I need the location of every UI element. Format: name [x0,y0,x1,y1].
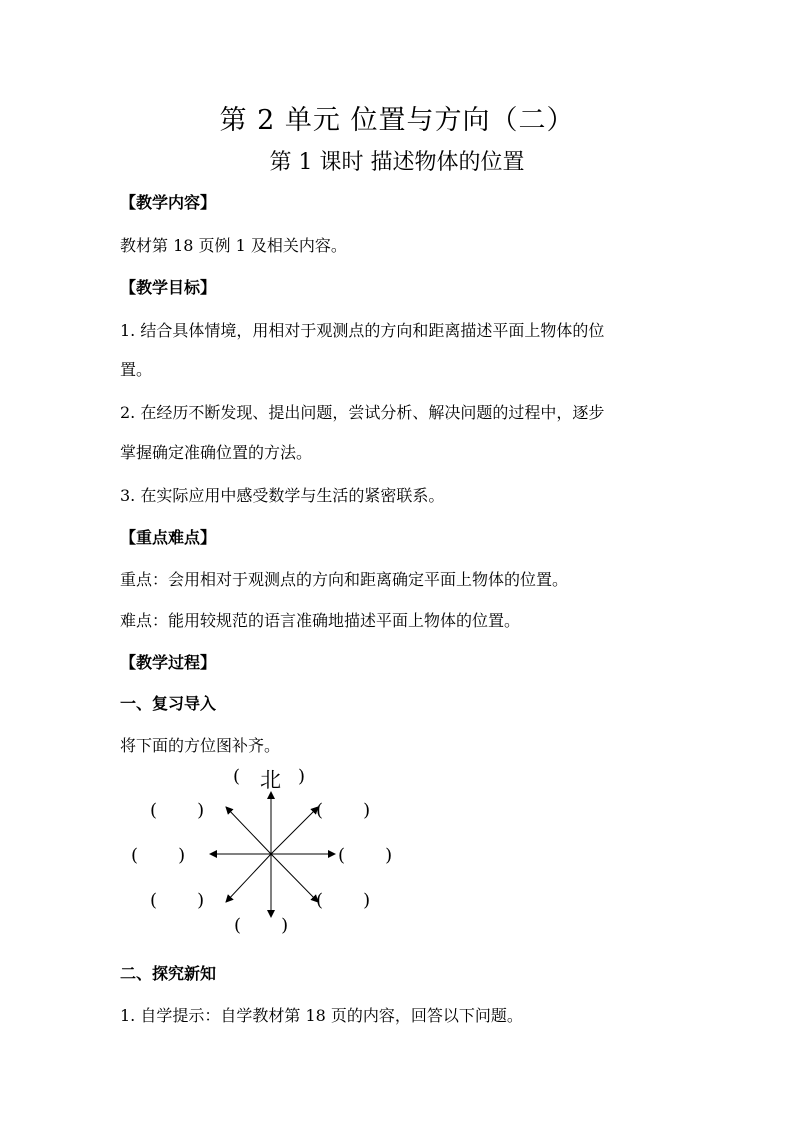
goal1-line1: 1. 结合具体情境，用相对于观测点的方向和距离描述平面上物体的位 [120,321,605,340]
content-heading: 【教学内容】 [120,193,217,212]
northeast-blank: ( ) [316,800,371,821]
lesson-subtitle: 第 1 课时 描述物体的位置 [269,150,525,175]
goals-heading: 【教学目标】 [120,278,217,297]
south-blank: ( ) [234,915,289,936]
arrow-southeast [271,854,318,902]
goal2-line1: 2. 在经历不断发现、提出问题，尝试分析、解决问题的过程中，逐步 [120,403,605,422]
explore-heading: 二、探究新知 [120,964,217,983]
goal3: 3. 在实际应用中感受数学与生活的紧密联系。 [120,486,445,505]
goal1-line2: 置。 [120,360,153,379]
difficult-point: 难点：能用较规范的语言准确地描述平面上物体的位置。 [120,611,521,630]
west-blank: ( ) [131,845,186,866]
goal2-line2: 掌握确定准确位置的方法。 [120,443,313,462]
north-paren-right: ) [298,766,306,787]
east-blank: ( ) [338,845,393,866]
key-heading: 【重点难点】 [120,528,217,547]
content-text: 教材第 18 页例 1 及相关内容。 [120,236,347,255]
compass-diagram [120,762,430,947]
key-point: 重点：会用相对于观测点的方向和距离确定平面上物体的位置。 [120,570,569,589]
southwest-blank: ( ) [150,890,205,911]
southeast-blank: ( ) [316,890,371,911]
arrow-northeast [271,807,318,854]
review-text: 将下面的方位图补齐。 [120,736,281,755]
unit-title: 第 2 单元 位置与方向（二） [219,105,575,136]
process-heading: 【教学过程】 [120,653,217,672]
north-paren-left: ( [233,766,241,787]
arrow-northwest [226,807,271,854]
review-heading: 一、复习导入 [120,694,217,713]
arrow-southwest [226,854,271,902]
north-label: 北 [260,768,281,792]
northwest-blank: ( ) [150,800,205,821]
explore-text: 1. 自学提示：自学教材第 18 页的内容，回答以下问题。 [120,1006,523,1025]
